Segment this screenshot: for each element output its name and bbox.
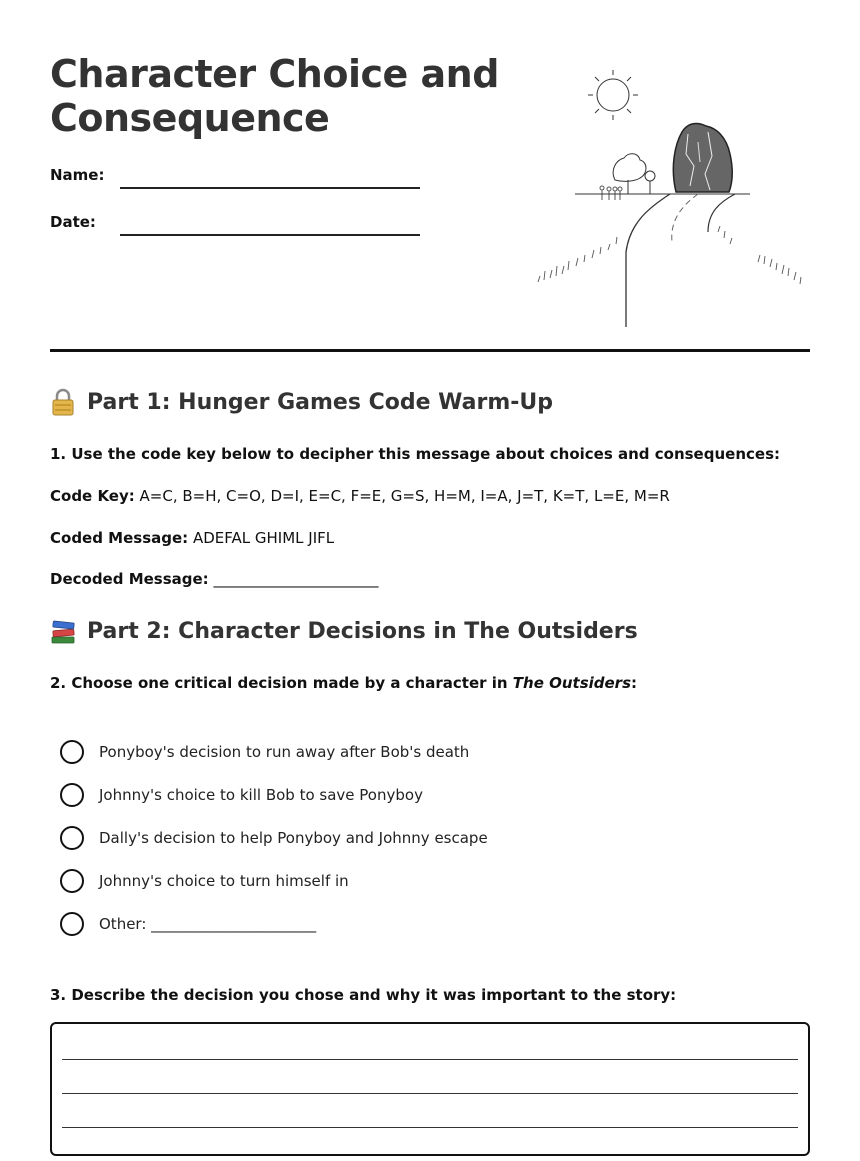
option-other[interactable] — [60, 912, 316, 936]
option-ponyboy-run-away[interactable] — [60, 740, 469, 764]
question-2 — [50, 674, 637, 692]
answer-line — [62, 1093, 798, 1094]
name-field[interactable] — [120, 187, 420, 189]
option-label: Johnny's choice to kill Bob to save Ponyboy — [99, 786, 423, 804]
lock-icon — [50, 388, 76, 416]
part1-heading — [50, 388, 553, 416]
radio-button[interactable] — [60, 783, 84, 807]
part1-heading-text: Part 1: Hunger Games Code Warm-Up — [87, 389, 554, 415]
coded-message-label: Coded Message: — [50, 529, 189, 547]
radio-button[interactable] — [60, 912, 84, 936]
question-2-suffix: : — [631, 674, 637, 692]
question-3: 3. Describe the decision you chose and why it was important to the story: — [50, 986, 677, 1004]
option-label: Dally's decision to help Ponyboy and Johnny escape — [99, 829, 488, 847]
option-label: Johnny's choice to turn himself in — [99, 872, 349, 890]
code-key — [50, 487, 670, 505]
name-label: Name: — [50, 166, 105, 184]
part2-heading — [50, 617, 638, 645]
coded-message — [50, 529, 334, 547]
answer-line — [62, 1059, 798, 1060]
small-tree-icon — [613, 154, 655, 194]
decoded-message — [50, 570, 378, 588]
people-icon — [600, 186, 622, 200]
radio-button[interactable] — [60, 826, 84, 850]
decoded-message-label: Decoded Message: — [50, 570, 209, 588]
page-title: Character Choice and Consequence — [50, 52, 499, 140]
big-tree-icon — [673, 124, 732, 192]
option-label: Ponyboy's decision to run away after Bob's death — [99, 743, 470, 761]
decoded-message-blank[interactable]: ______________________ — [213, 570, 379, 588]
radio-button[interactable] — [60, 869, 84, 893]
coded-message-value: ADEFAL GHIML JIFL — [192, 529, 335, 547]
question-2-prefix: 2. Choose one critical decision made by a character in — [50, 674, 513, 692]
date-label: Date: — [50, 213, 96, 231]
option-johnny-turn-in[interactable] — [60, 869, 349, 893]
answer-box[interactable] — [50, 1022, 810, 1156]
code-key-value: A=C, B=H, C=O, D=I, E=C, F=E, G=S, H=M, I=A, J=T, K=T, L=E, M=R — [139, 487, 670, 505]
code-key-label: Code Key: — [50, 487, 135, 505]
sun-icon — [588, 70, 638, 120]
radio-button[interactable] — [60, 740, 84, 764]
option-johnny-kill-bob[interactable] — [60, 783, 423, 807]
option-label: Other: ______________________ — [99, 915, 317, 933]
answer-line — [62, 1127, 798, 1128]
book-title: The Outsiders — [512, 674, 631, 692]
question-1: 1. Use the code key below to decipher this message about choices and consequences: — [50, 445, 780, 463]
option-dally-help-escape[interactable] — [60, 826, 488, 850]
header-divider — [50, 349, 810, 352]
part2-heading-text: Part 2: Character Decisions in The Outsiders — [87, 618, 638, 644]
road-landscape-illustration — [530, 62, 820, 332]
date-field[interactable] — [120, 234, 420, 236]
books-icon — [50, 617, 76, 645]
